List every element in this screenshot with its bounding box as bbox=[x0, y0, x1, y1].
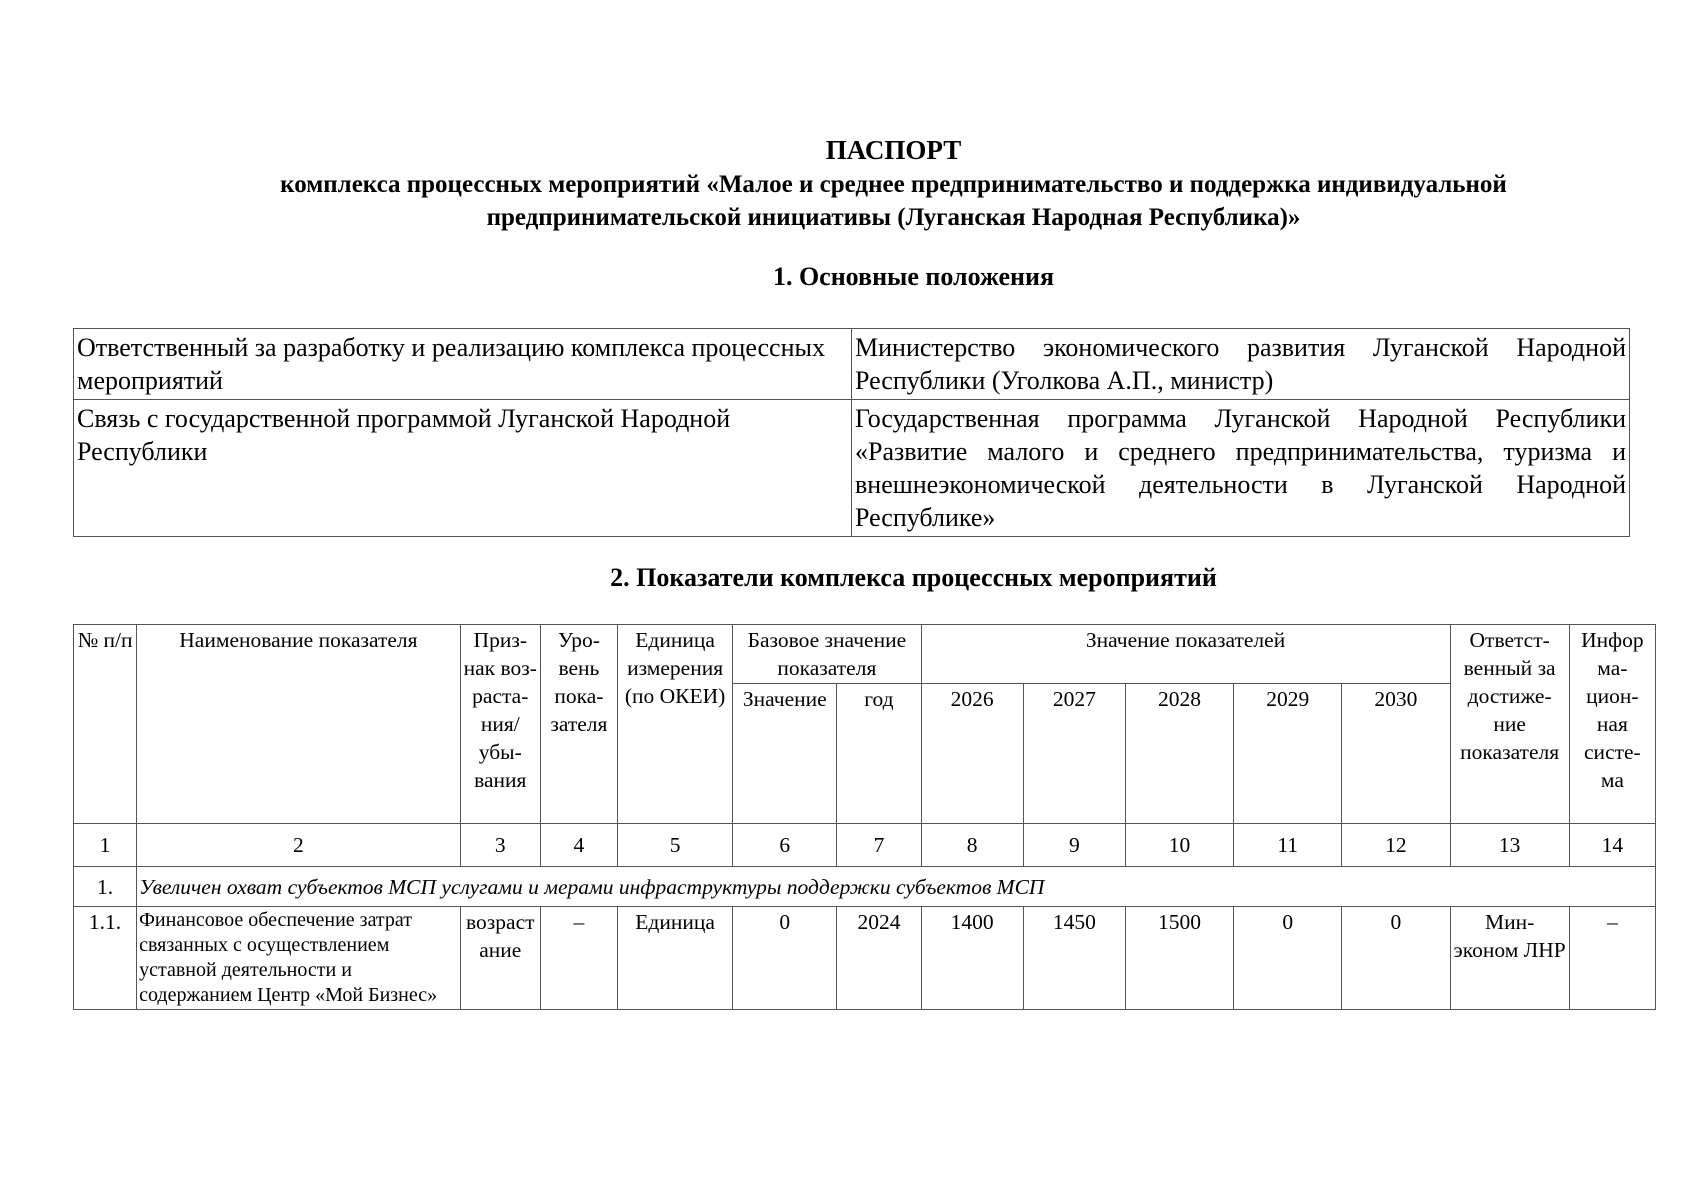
header-row bbox=[74, 625, 1656, 684]
section-1-heading: 1. Основные положения bbox=[772, 262, 1055, 291]
indicators-table bbox=[73, 624, 1656, 1010]
row-value-2026: 1400 bbox=[921, 907, 1023, 1010]
provision-key: Связь с государственной программой Луганской Народной Республики bbox=[74, 400, 852, 537]
row-num: 1.1. bbox=[74, 907, 137, 1010]
row-base-value: 0 bbox=[733, 907, 837, 1010]
col-number: 10 bbox=[1125, 824, 1233, 867]
provision-value: Государственная программа Луганской Народной Республики «Развитие малого и среднего предпринимательства, туризма и внешнеэкономической деятельности в Луганской Народной Республике» bbox=[852, 400, 1630, 537]
row-level: – bbox=[540, 907, 617, 1010]
header-year-2028: 2028 bbox=[1125, 684, 1233, 824]
group-row bbox=[74, 867, 1656, 907]
row-unit: Единица bbox=[617, 907, 732, 1010]
header-name: Наименование показателя bbox=[137, 625, 461, 824]
col-number: 14 bbox=[1569, 824, 1655, 867]
title-line-1: ПАСПОРТ bbox=[825, 135, 962, 165]
table-row bbox=[74, 329, 1630, 400]
row-name: Финансовое обеспечение затрат связанных с осуществлением уставной деятельности и содержанием Центр «Мой Бизнес» bbox=[137, 907, 461, 1010]
header-base-value: Значение bbox=[733, 684, 837, 824]
header-base: Базовое значение показателя bbox=[733, 625, 921, 684]
table-row bbox=[74, 400, 1630, 537]
header-year-2026: 2026 bbox=[921, 684, 1023, 824]
header-responsible: Ответст- венный за достиже- ние показателя bbox=[1450, 625, 1569, 824]
row-value-2027: 1450 bbox=[1023, 907, 1125, 1010]
document-title bbox=[0, 132, 1697, 234]
col-number: 1 bbox=[74, 824, 137, 867]
col-number: 12 bbox=[1342, 824, 1450, 867]
group-title: Увеличен охват субъектов МСП услугами и мерами инфраструктуры поддержки субъектов МСП bbox=[137, 867, 1656, 907]
col-number: 13 bbox=[1450, 824, 1569, 867]
header-level: Уро- вень пока- зателя bbox=[540, 625, 617, 824]
col-number: 5 bbox=[617, 824, 732, 867]
header-sign: Приз- нак воз- раста- ния/ убы- вания bbox=[460, 625, 540, 824]
row-sign: возраст ание bbox=[460, 907, 540, 1010]
header-values: Значение показателей bbox=[921, 625, 1450, 684]
col-number: 9 bbox=[1023, 824, 1125, 867]
row-responsible: Мин- эконом ЛНР bbox=[1450, 907, 1569, 1010]
main-provisions-table bbox=[73, 328, 1630, 537]
row-value-2029: 0 bbox=[1234, 907, 1342, 1010]
row-base-year: 2024 bbox=[837, 907, 921, 1010]
provision-key: Ответственный за разработку и реализацию комплекса процессных мероприятий bbox=[74, 329, 852, 400]
header-infosys: Инфор ма- цион- ная систе- ма bbox=[1569, 625, 1655, 824]
col-number: 8 bbox=[921, 824, 1023, 867]
table-row bbox=[74, 907, 1656, 1010]
col-number: 7 bbox=[837, 824, 921, 867]
row-infosys: – bbox=[1569, 907, 1655, 1010]
header-base-year: год bbox=[837, 684, 921, 824]
header-year-2029: 2029 bbox=[1234, 684, 1342, 824]
row-value-2030: 0 bbox=[1342, 907, 1450, 1010]
col-number: 3 bbox=[460, 824, 540, 867]
col-number: 4 bbox=[540, 824, 617, 867]
row-value-2028: 1500 bbox=[1125, 907, 1233, 1010]
section-2-heading: 2. Показатели комплекса процессных мероприятий bbox=[610, 563, 1217, 592]
group-num: 1. bbox=[74, 867, 137, 907]
column-number-row bbox=[74, 824, 1656, 867]
header-year-2030: 2030 bbox=[1342, 684, 1450, 824]
header-num: № п/п bbox=[74, 625, 137, 824]
col-number: 6 bbox=[733, 824, 837, 867]
header-year-2027: 2027 bbox=[1023, 684, 1125, 824]
title-line-3: предпринимательской инициативы (Луганская Народная Республика)» bbox=[486, 204, 1301, 231]
title-line-2: комплекса процессных мероприятий «Малое и среднее предпринимательство и поддержка индивидуальной bbox=[280, 171, 1507, 198]
col-number: 2 bbox=[137, 824, 461, 867]
provision-value: Министерство экономического развития Луганской Народной Республики (Уголкова А.П., министр) bbox=[852, 329, 1630, 400]
header-unit: Единица измерения (по ОКЕИ) bbox=[617, 625, 732, 824]
col-number: 11 bbox=[1234, 824, 1342, 867]
